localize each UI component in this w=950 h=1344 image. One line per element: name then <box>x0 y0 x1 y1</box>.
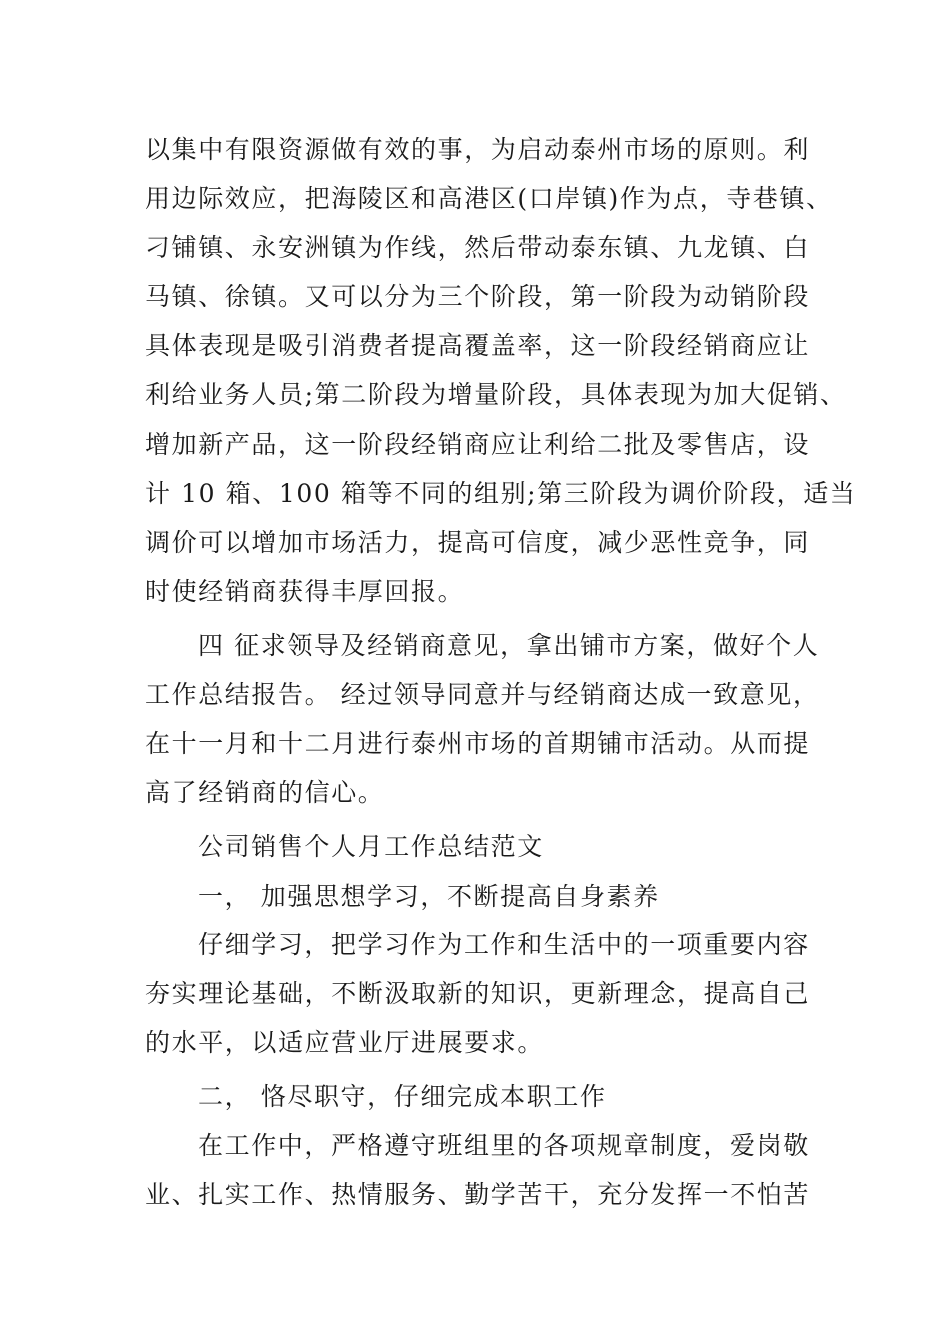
section-heading: 二， 恪尽职守，仔细完成本职工作 <box>198 1082 607 1111</box>
text-line: 增加新产品，这一阶段经销商应让利给二批及零售店，设 <box>145 430 811 459</box>
text-line: 计 10 箱、100 箱等不同的组别;第三阶段为调价阶段，适当 <box>145 479 857 508</box>
text-line: 在十一月和十二月进行泰州市场的首期铺市活动。从而提 <box>145 729 811 758</box>
text-line: 利给业务人员;第二阶段为增量阶段，具体表现为加大促销、 <box>145 380 847 409</box>
section-heading: 一， 加强思想学习，不断提高自身素养 <box>198 882 660 911</box>
text-line: 时使经销商获得丰厚回报。 <box>145 577 465 606</box>
text-line: 的水平，以适应营业厅进展要求。 <box>145 1028 545 1057</box>
text-line: 具体表现是吸引消费者提高覆盖率，这一阶段经销商应让 <box>145 331 811 360</box>
text-line: 业、扎实工作、热情服务、勤学苦干，充分发挥一不怕苦 <box>145 1180 811 1209</box>
text-line: 四 征求领导及经销商意见，拿出铺市方案，做好个人 <box>198 631 820 660</box>
text-line: 马镇、徐镇。又可以分为三个阶段，第一阶段为动销阶段 <box>145 282 811 311</box>
text-line: 调价可以增加市场活力，提高可信度，减少恶性竞争，同 <box>145 528 811 557</box>
text-line: 在工作中，严格遵守班组里的各项规章制度，爱岗敬 <box>198 1131 810 1160</box>
text-line: 夯实理论基础，不断汲取新的知识，更新理念，提高自己 <box>145 979 811 1008</box>
text-line: 工作总结报告。 经过领导同意并与经销商达成一致意见， <box>145 680 820 709</box>
text-line: 高了经销商的信心。 <box>145 778 385 807</box>
text-line: 刁铺镇、永安洲镇为作线，然后带动泰东镇、九龙镇、白 <box>145 233 811 262</box>
text-line: 仔细学习，把学习作为工作和生活中的一项重要内容 <box>198 930 810 959</box>
text-line: 用边际效应，把海陵区和高港区(口岸镇)作为点，寺巷镇、 <box>145 184 833 213</box>
section-heading: 公司销售个人月工作总结范文 <box>198 832 544 861</box>
text-line: 以集中有限资源做有效的事，为启动泰州市场的原则。利 <box>145 135 811 164</box>
